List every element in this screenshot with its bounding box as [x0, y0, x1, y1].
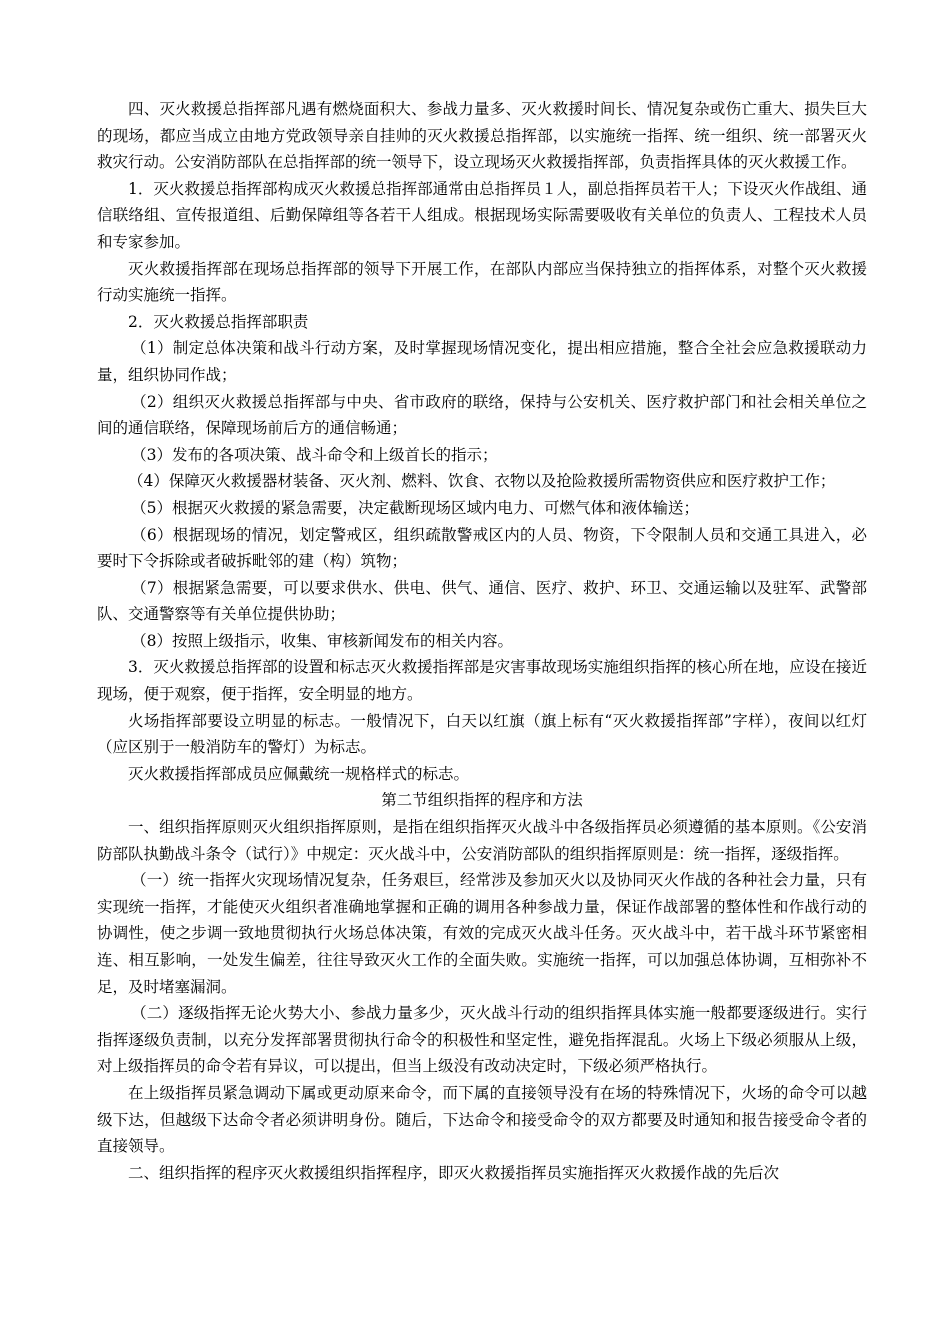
paragraph-duty-5: （5）根据灭火救援的紧急需要，决定截断现场区域内电力、可燃气体和液体输送； [131, 498, 699, 517]
paragraph-duty-7: （7）根据紧急需要，可以要求供水、供电、供气、通信、医疗、救护、环卫、交通运输以及驻军、武警部队、交通警察等有关单位提供协助； [97, 578, 867, 624]
paragraph-duty-2: （2）组织灭火救援总指挥部与中央、省市政府的联络，保持与公安机关、医疗救护部门和社会相关单位之间的通信联络，保障现场前后方的通信畅通； [97, 392, 867, 438]
document-page [97, 96, 867, 1186]
section-heading: 第二节组织指挥的程序和方法 [381, 791, 583, 810]
paragraph-duty-1: （1）制定总体决策和战斗行动方案，及时掌握现场情况变化，提出相应措施，整合全社会应急救援联动力量，组织协同作战； [97, 339, 867, 384]
paragraph-duty-4: （4）保障灭火救援器材装备、灭火剂、燃料、饮食、衣物以及抢险救援所需物资供应和医疗救护工作； [128, 472, 836, 491]
paragraph-command-hq-intro: 四、灭火救援总指挥部凡遇有燃烧面积大、参战力量多、灭火救援时间长、情况复杂或伤亡重大、损失巨大的现场，都应当成立由地方党政领导亲自挂帅的灭火救援总指挥部，以实施统一指挥、统一组织、统一部署灭火救灾行动。公安消防部队在总指挥部的统一领导下，设立现场灭火救援指挥部，负责指挥具体的灭火救援工作。 [97, 100, 867, 172]
paragraph-duty-6: （6）根据现场的情况，划定警戒区，组织疏散警戒区内的人员、物资，下令限制人员和交通工具进入，必要时下令拆除或者破拆毗邻的建（构）筑物； [97, 525, 867, 571]
paragraph-level-command: （二）逐级指挥无论火势大小、参战力量多少，灭火战斗行动的组织指挥具体实施一般都要逐级进行。实行指挥逐级负责制，以充分发挥部署贯彻执行命令的积极性和坚定性，避免指挥混乱。火场上下级必须服从上级，对上级指挥员的命令若有异议，可以提出，但当上级没有改动决定时，下级必须严格执行。 [97, 1004, 867, 1076]
paragraph-unified-command: （一）统一指挥火灾现场情况复杂，任务艰巨，经常涉及参加灭火以及协同灭火作战的各种社会力量，只有实现统一指挥，才能使灭火组织者准确地掌握和正确的调用各种参战力量，保证作战部署的整体性和作战行动的协调性，使之步调一致地贯彻执行火场总体决策，有效的完成灭火战斗任务。灭火战斗中，若干战斗环节紧密相连、相互影响，一处发生偏差，往往导致灭火工作的全面失败。实施统一指挥，可以加强总体协调，互相弥补不足，及时堵塞漏洞。 [97, 871, 867, 996]
paragraph-skip-level-orders: 在上级指挥员紧急调动下属或更动原来命令，而下属的直接领导没有在场的特殊情况下，火场的命令可以越级下达，但越级下达命令者必须讲明身份。随后，下达命令和接受命令的双方都要及时通知和报告接受命令者的直接领导。 [97, 1083, 867, 1156]
paragraph-duty-3: （3）发布的各项决策、战斗命令和上级首长的指示； [131, 445, 498, 464]
paragraph-hq-duties-heading: 2．灭火救援总指挥部职责 [128, 312, 309, 331]
paragraph-hq-location: 3．灭火救援总指挥部的设置和标志灭火救援指挥部是灾害事故现场实施组织指挥的核心所在地，应设在接近现场，便于观察，便于指挥，安全明显的地方。 [97, 658, 867, 704]
paragraph-hq-leadership: 灭火救援指挥部在现场总指挥部的领导下开展工作，在部队内部应当保持独立的指挥体系，对整个灭火救援行动实施统一指挥。 [97, 259, 867, 305]
paragraph-hq-member-badges: 灭火救援指挥部成员应佩戴统一规格样式的标志。 [128, 764, 470, 783]
paragraph-hq-signs: 火场指挥部要设立明显的标志。一般情况下，白天以红旗（旗上标有“灭火救援指挥部”字样），夜间以红灯（应区别于一般消防车的警灯）为标志。 [97, 711, 867, 757]
paragraph-command-principles: 一、组织指挥原则灭火组织指挥原则，是指在组织指挥灭火战斗中各级指挥员必须遵循的基本原则。《公安消防部队执勤战斗条令（试行）》中规定：灭火战斗中，公安消防部队的组织指挥原则是：统一指挥，逐级指挥。 [97, 818, 867, 863]
paragraph-duty-8: （8）按照上级指示，收集、审核新闻发布的相关内容。 [131, 631, 513, 650]
paragraph-hq-composition: 1．灭火救援总指挥部构成灭火救援总指挥部通常由总指挥员１人，副总指挥员若干人；下设灭火作战组、通信联络组、宣传报道组、后勤保障组等各若干人组成。根据现场实际需要吸收有关单位的负责人、工程技术人员和专家参加。 [97, 179, 867, 251]
paragraph-command-procedure: 二、组织指挥的程序灭火救援组织指挥程序，即灭火救援指挥员实施指挥灭火救援作战的先后次 [128, 1163, 780, 1182]
